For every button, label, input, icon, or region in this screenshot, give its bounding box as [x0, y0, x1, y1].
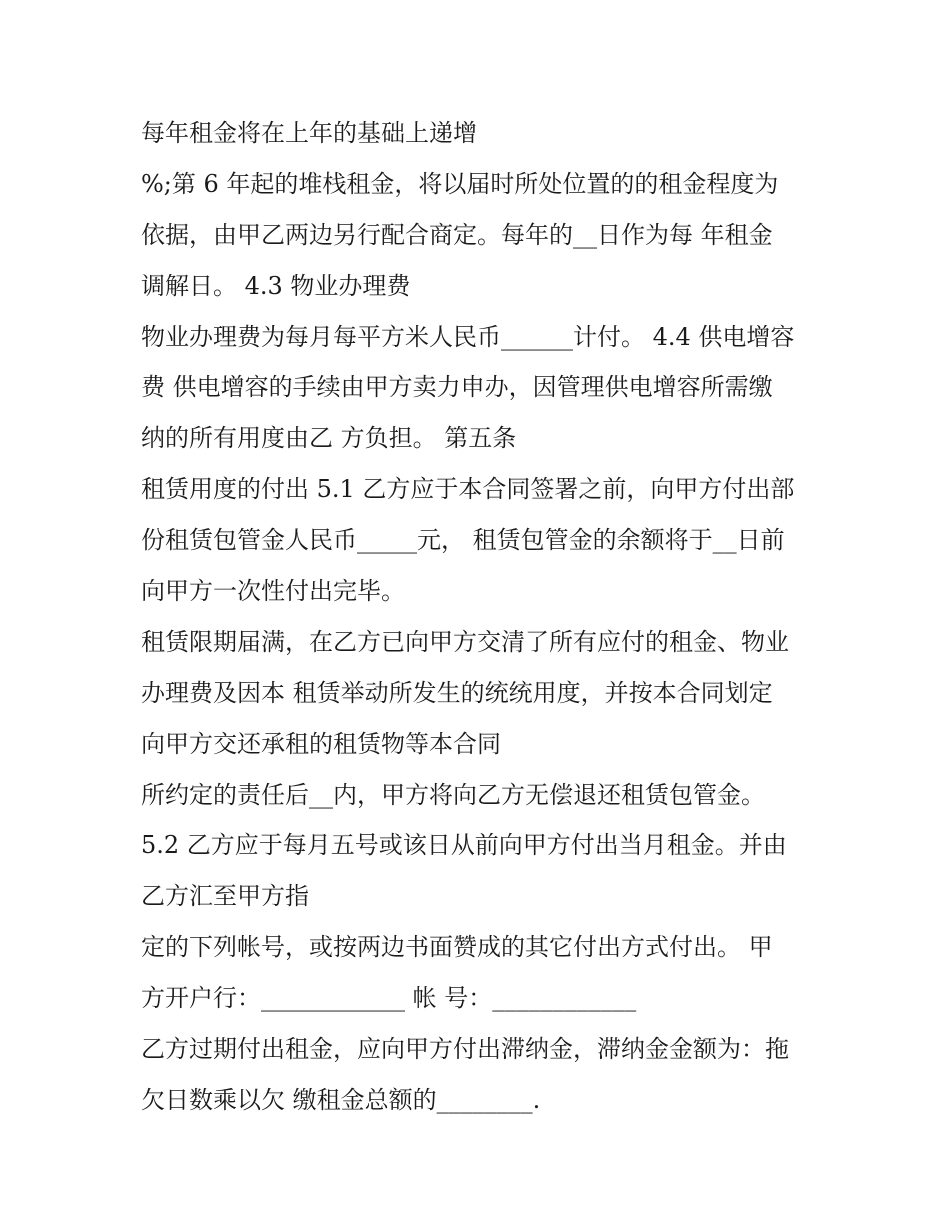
contract-text — [141, 108, 841, 1126]
text-line: 乙方过期付出租金，应向甲方付出滞纳金，滞纳金金额为：拖 — [141, 1035, 789, 1064]
text-line: 定的下列帐号，或按两边书面赞成的其它付出方式付出。 甲 — [141, 933, 773, 962]
text-line: 向甲方一次性付出完毕。 — [141, 577, 405, 606]
text-line: 租赁用度的付出 5.1 乙方应于本合同签署之前，向甲方付出部 — [141, 475, 795, 504]
text-line: 物业办理费为每月每平方米人民币______计付。 4.4 供电增容 — [141, 322, 795, 351]
text-line: %;第 6 年起的堆栈租金，将以届时所处位置的的租金程度为 — [141, 169, 779, 198]
text-line: 每年租金将在上年的基础上递增 — [141, 119, 477, 147]
text-line: 租赁限期届满，在乙方已向甲方交清了所有应付的租金、物业 — [141, 627, 789, 656]
text-line: 5.2 乙方应于每月五号或该日从前向甲方付出当月租金。并由 — [141, 831, 787, 860]
text-line: 费 供电增容的手续由甲方卖力申办，因管理供电增容所需缴 — [141, 373, 773, 402]
text-line: 方开户行：____________ 帐 号：____________ — [141, 984, 637, 1013]
text-line: 乙方汇至甲方指 — [141, 882, 309, 911]
text-line: 依据，由甲乙两边另行配合商定。每年的__日作为每 年租金 — [141, 220, 773, 249]
text-line: 欠日数乘以欠 缴租金总额的________. — [141, 1085, 541, 1114]
text-line: 所约定的责任后__内，甲方将向乙方无偿退还租赁包管金。 — [141, 780, 765, 809]
text-line: 调解日。 4.3 物业办理费 — [141, 271, 411, 300]
text-line: 份租赁包管金人民币_____元， 租赁包管金的余额将于__日前 — [141, 526, 785, 555]
text-line: 向甲方交还承租的租赁物等本合同 — [141, 729, 501, 758]
text-line: 办理费及因本 租赁举动所发生的统统用度，并按本合同划定 — [141, 678, 773, 707]
text-line: 纳的所有用度由乙 方负担。 第五条 — [141, 424, 517, 453]
